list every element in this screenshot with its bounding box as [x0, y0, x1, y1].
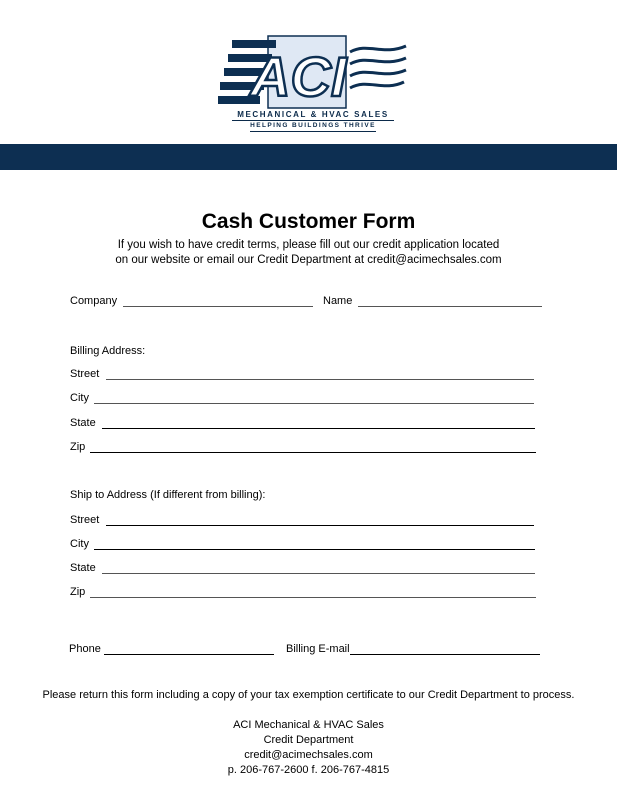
- billing-email-label: Billing E-mail: [286, 643, 350, 655]
- billing-state-label: State: [70, 417, 96, 429]
- shipping-heading: Ship to Address (If different from billing):: [70, 489, 266, 501]
- return-instructions: Please return this form including a copy of your tax exemption certificate to our Credit Department to process.: [42, 689, 575, 701]
- shipping-street-field[interactable]: [106, 525, 534, 526]
- shipping-zip-label: Zip: [70, 586, 86, 598]
- billing-city-label: City: [70, 392, 89, 404]
- shipping-zip-field[interactable]: [90, 597, 536, 598]
- billing-email-field[interactable]: [350, 654, 540, 655]
- logo-lettering: ACI: [250, 45, 347, 108]
- logo-tagline-1: MECHANICAL & HVAC SALES: [237, 110, 389, 119]
- contact-block: [0, 718, 617, 778]
- billing-street-label: Street: [70, 368, 100, 380]
- phone-label: Phone: [69, 643, 101, 655]
- intro-line-2: on our website or email our Credit Department at credit@acimechsales.com: [115, 254, 502, 266]
- contact-department: Credit Department: [263, 734, 354, 746]
- logo-divider-bottom: [250, 131, 376, 132]
- billing-state-field[interactable]: [102, 428, 535, 429]
- header-band: [0, 144, 617, 170]
- aci-logo: [218, 34, 408, 134]
- billing-zip-label: Zip: [70, 441, 86, 453]
- logo-tagline-2: HELPING BUILDINGS THRIVE: [250, 122, 376, 129]
- name-label: Name: [323, 295, 353, 307]
- logo-divider: [232, 120, 394, 121]
- shipping-state-label: State: [70, 562, 96, 574]
- company-label: Company: [70, 295, 118, 307]
- shipping-city-field[interactable]: [94, 549, 535, 550]
- billing-street-field[interactable]: [106, 379, 534, 380]
- billing-heading: Billing Address:: [70, 345, 146, 357]
- company-field[interactable]: [123, 306, 313, 307]
- intro-line-1: If you wish to have credit terms, please fill out our credit application located: [117, 239, 500, 251]
- form-title: Cash Customer Form: [201, 210, 416, 233]
- billing-zip-field[interactable]: [90, 452, 536, 453]
- shipping-street-label: Street: [70, 514, 100, 526]
- billing-city-field[interactable]: [94, 403, 534, 404]
- name-field[interactable]: [358, 306, 542, 307]
- phone-field[interactable]: [104, 654, 274, 655]
- contact-phone-fax: p. 206-767-2600 f. 206-767-4815: [227, 764, 390, 776]
- shipping-state-field[interactable]: [102, 573, 535, 574]
- form-intro: [0, 238, 617, 268]
- contact-company: ACI Mechanical & HVAC Sales: [233, 719, 384, 731]
- contact-email[interactable]: credit@acimechsales.com: [244, 749, 373, 761]
- shipping-city-label: City: [70, 538, 89, 550]
